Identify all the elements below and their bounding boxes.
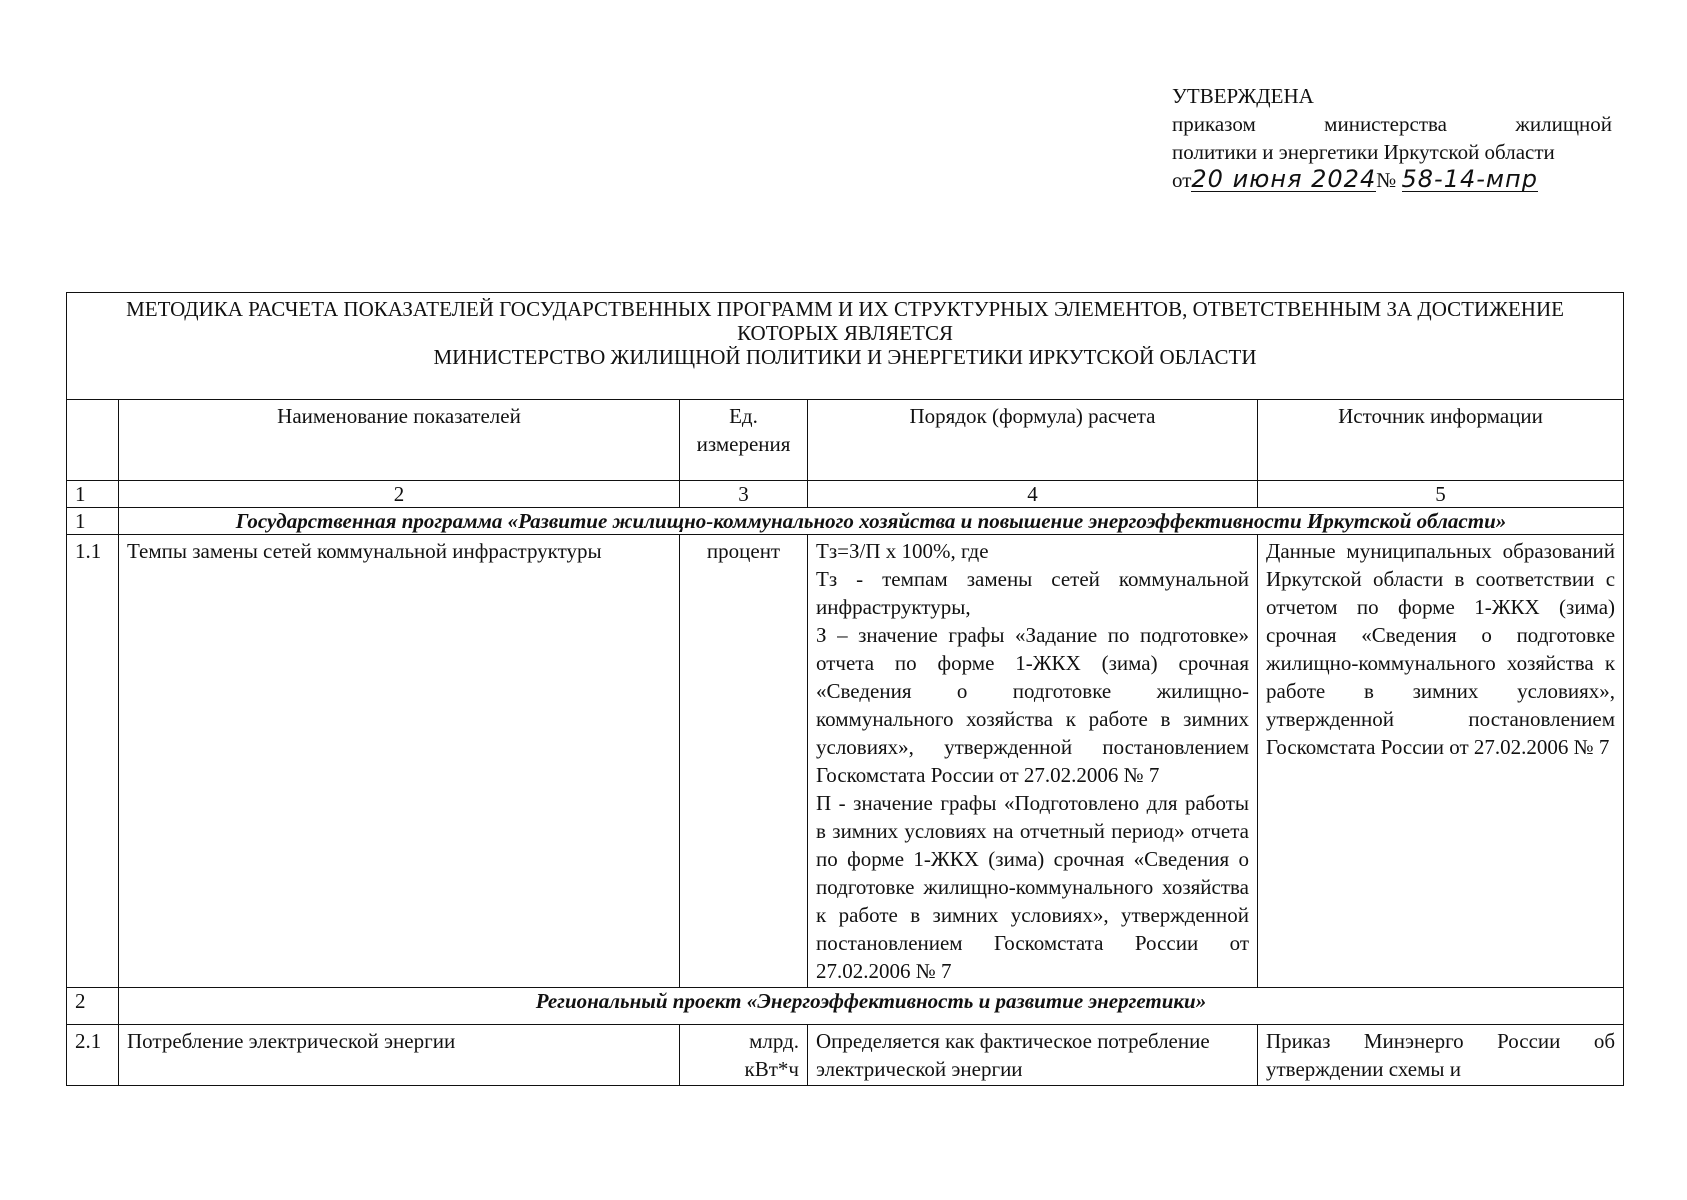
header-num (67, 400, 119, 481)
section-title: Региональный проект «Энергоэффективность и развитие энергетики» (119, 988, 1624, 1025)
date-prefix: от (1172, 168, 1192, 192)
formula-line: Тз - темпам замены сетей коммунальной инфраструктуры, (816, 567, 1249, 619)
column-number: 5 (1258, 481, 1624, 508)
title-line-3: МИНИСТЕРСТВО ЖИЛИЩНОЙ ПОЛИТИКИ И ЭНЕРГЕТИКИ ИРКУТСКОЙ ОБЛАСТИ (433, 345, 1257, 369)
number-prefix: № (1376, 168, 1397, 192)
row-num: 1.1 (67, 535, 119, 988)
header-unit: Ед. измерения (680, 400, 808, 481)
indicator-formula: Определяется как фактическое потребление электрической энергии (808, 1025, 1258, 1086)
approval-line-2: политики и энергетики Иркутской области (1172, 140, 1555, 164)
approval-line-1: приказом министерства жилищной (1172, 112, 1612, 136)
column-number: 3 (680, 481, 808, 508)
indicator-name: Потребление электрической энергии (119, 1025, 680, 1086)
approval-title: УТВЕРЖДЕНА (1172, 84, 1314, 108)
indicator-source: Данные муниципальных образований Иркутской области в соответствии с отчетом по форме 1-ЖКХ (зима) срочная «Сведения о подготовке жилищно-коммунального хозяйства к работе в зимних условиях», утвержденной постановлением Госкомстата России от 27.02.2006 № 7 (1258, 535, 1624, 988)
approval-date-line (1172, 166, 1612, 194)
approval-block (1172, 82, 1612, 194)
header-row (67, 400, 1624, 481)
unit-line: млрд. (749, 1029, 799, 1053)
section-title: Государственная программа «Развитие жилищно-коммунального хозяйства и повышение энергоэффективности Иркутской области» (119, 508, 1624, 535)
formula-line: Тз=З/П х 100%, где (816, 539, 989, 563)
formula-line: П - значение графы «Подготовлено для работы в зимних условиях на отчетный период» отчета по форме 1-ЖКХ (зима) срочная «Сведения о подготовке жилищно-коммунального хозяйства к работе в зимних условиях», утвержденной постановлением Госкомстата России от 27.02.2006 № 7 (816, 791, 1249, 983)
indicator-source: Приказ Минэнерго России об утверждении схемы и (1258, 1025, 1624, 1086)
table-title-row (67, 293, 1624, 400)
section-num: 2 (67, 988, 119, 1025)
header-formula: Порядок (формула) расчета (808, 400, 1258, 481)
header-source: Источник информации (1258, 400, 1624, 481)
column-number-row (67, 481, 1624, 508)
table-row (67, 535, 1624, 988)
indicator-formula (808, 535, 1258, 988)
table-title (67, 293, 1624, 400)
indicator-unit: процент (680, 535, 808, 988)
column-number: 1 (67, 481, 119, 508)
section-row-2 (67, 988, 1624, 1025)
indicator-name: Темпы замены сетей коммунальной инфраструктуры (119, 535, 680, 988)
section-num: 1 (67, 508, 119, 535)
methodology-table (66, 292, 1624, 1086)
title-line-1: МЕТОДИКА РАСЧЕТА ПОКАЗАТЕЛЕЙ ГОСУДАРСТВЕННЫХ ПРОГРАММ И ИХ СТРУКТУРНЫХ ЭЛЕМЕНТОВ, ОТВЕТСТВЕННЫМ ЗА ДОСТИЖЕНИЕ (126, 297, 1564, 321)
section-row-1 (67, 508, 1624, 535)
handwritten-number: 58-14-мпр (1401, 165, 1538, 193)
row-num: 2.1 (67, 1025, 119, 1086)
table-row (67, 1025, 1624, 1086)
unit-line: кВт*ч (744, 1057, 799, 1081)
title-line-2: КОТОРЫХ ЯВЛЯЕТСЯ (737, 321, 953, 345)
formula-line: З – значение графы «Задание по подготовке» отчета по форме 1-ЖКХ (зима) срочная «Сведения о подготовке жилищно-коммунального хозяйства к работе в зимних условиях», утвержденной постановлением Госкомстата России от 27.02.2006 № 7 (816, 623, 1249, 787)
column-number: 4 (808, 481, 1258, 508)
handwritten-date: 20 июня 2024 (1191, 165, 1377, 193)
indicator-unit (680, 1025, 808, 1086)
header-name: Наименование показателей (119, 400, 680, 481)
column-number: 2 (119, 481, 680, 508)
